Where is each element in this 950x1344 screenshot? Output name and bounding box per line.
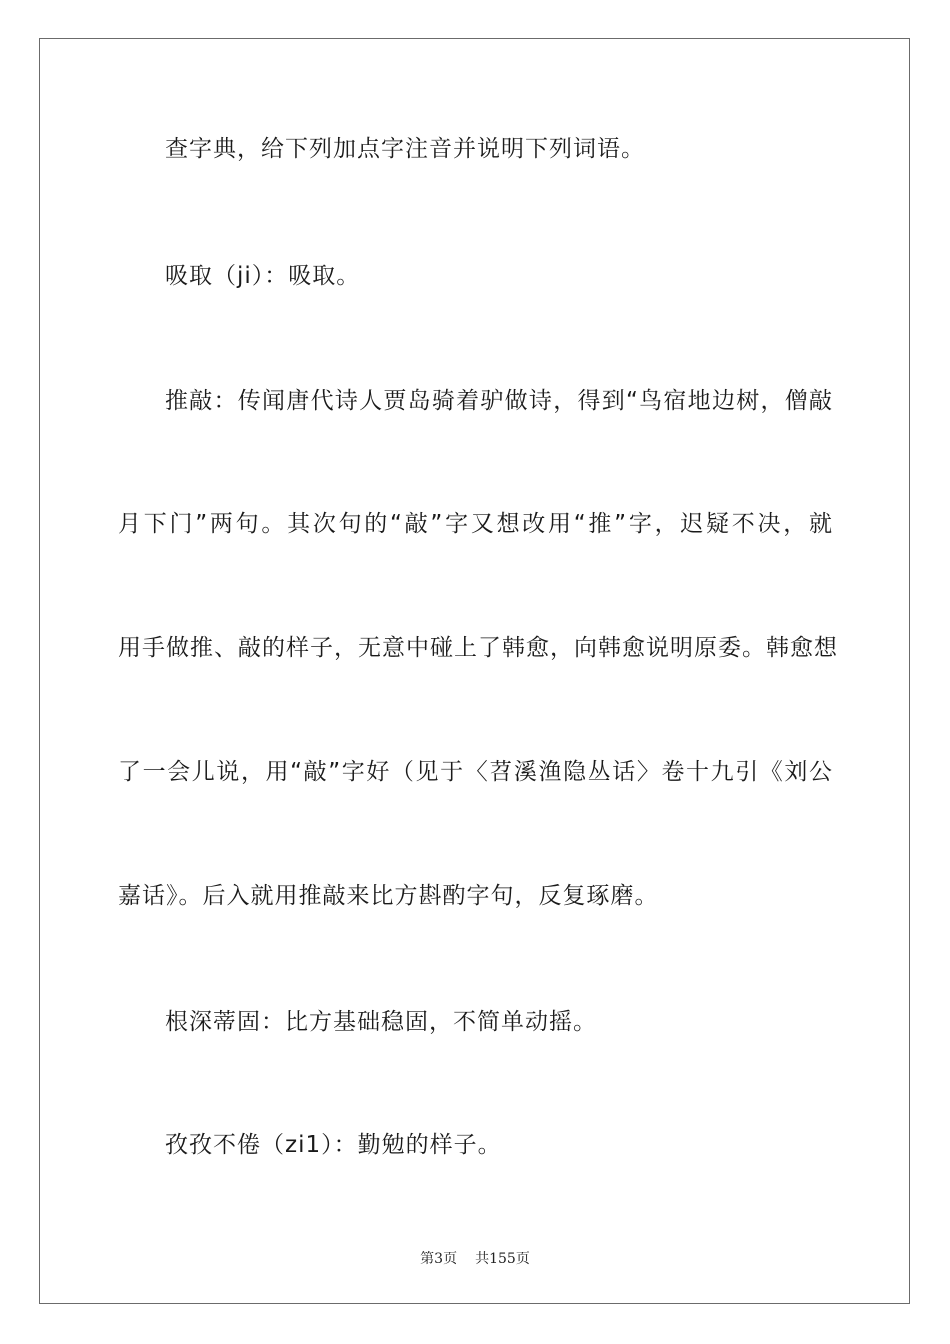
page-number-current: 第3页	[420, 1251, 458, 1267]
paragraph-tuiqiao-line-3: 用手做推、敲的样子，无意中碰上了韩愈，向韩愈说明原委。韩愈想	[118, 635, 838, 661]
page-number-total: 共155页	[475, 1251, 530, 1267]
paragraph-zizibujuan: 孜孜不倦（zi1）：勤勉的样子。	[165, 1132, 502, 1158]
paragraph-tuiqiao-line-1: 推敲：传闻唐代诗人贾岛骑着驴做诗，得到“鸟宿地边树，僧敲	[165, 388, 833, 414]
paragraph-instruction: 查字典，给下列加点字注音并说明下列词语。	[165, 136, 645, 162]
paragraph-tuiqiao-line-2: 月下门”两句。其次句的“敲”字又想改用“推”字，迟疑不决，就	[118, 511, 833, 537]
paragraph-xiqu: 吸取（ji）：吸取。	[165, 263, 361, 289]
paragraph-tuiqiao-line-5: 嘉话》。后入就用推敲来比方斟酌字句，反复琢磨。	[118, 883, 659, 909]
paragraph-genshendigu: 根深蒂固：比方基础稳固，不简单动摇。	[165, 1009, 597, 1035]
page-border	[39, 38, 910, 1304]
page-footer	[0, 1248, 950, 1268]
paragraph-tuiqiao-line-4: 了一会儿说，用“敲”字好（见于〈苕溪渔隐丛话〉卷十九引《刘公	[118, 759, 833, 785]
